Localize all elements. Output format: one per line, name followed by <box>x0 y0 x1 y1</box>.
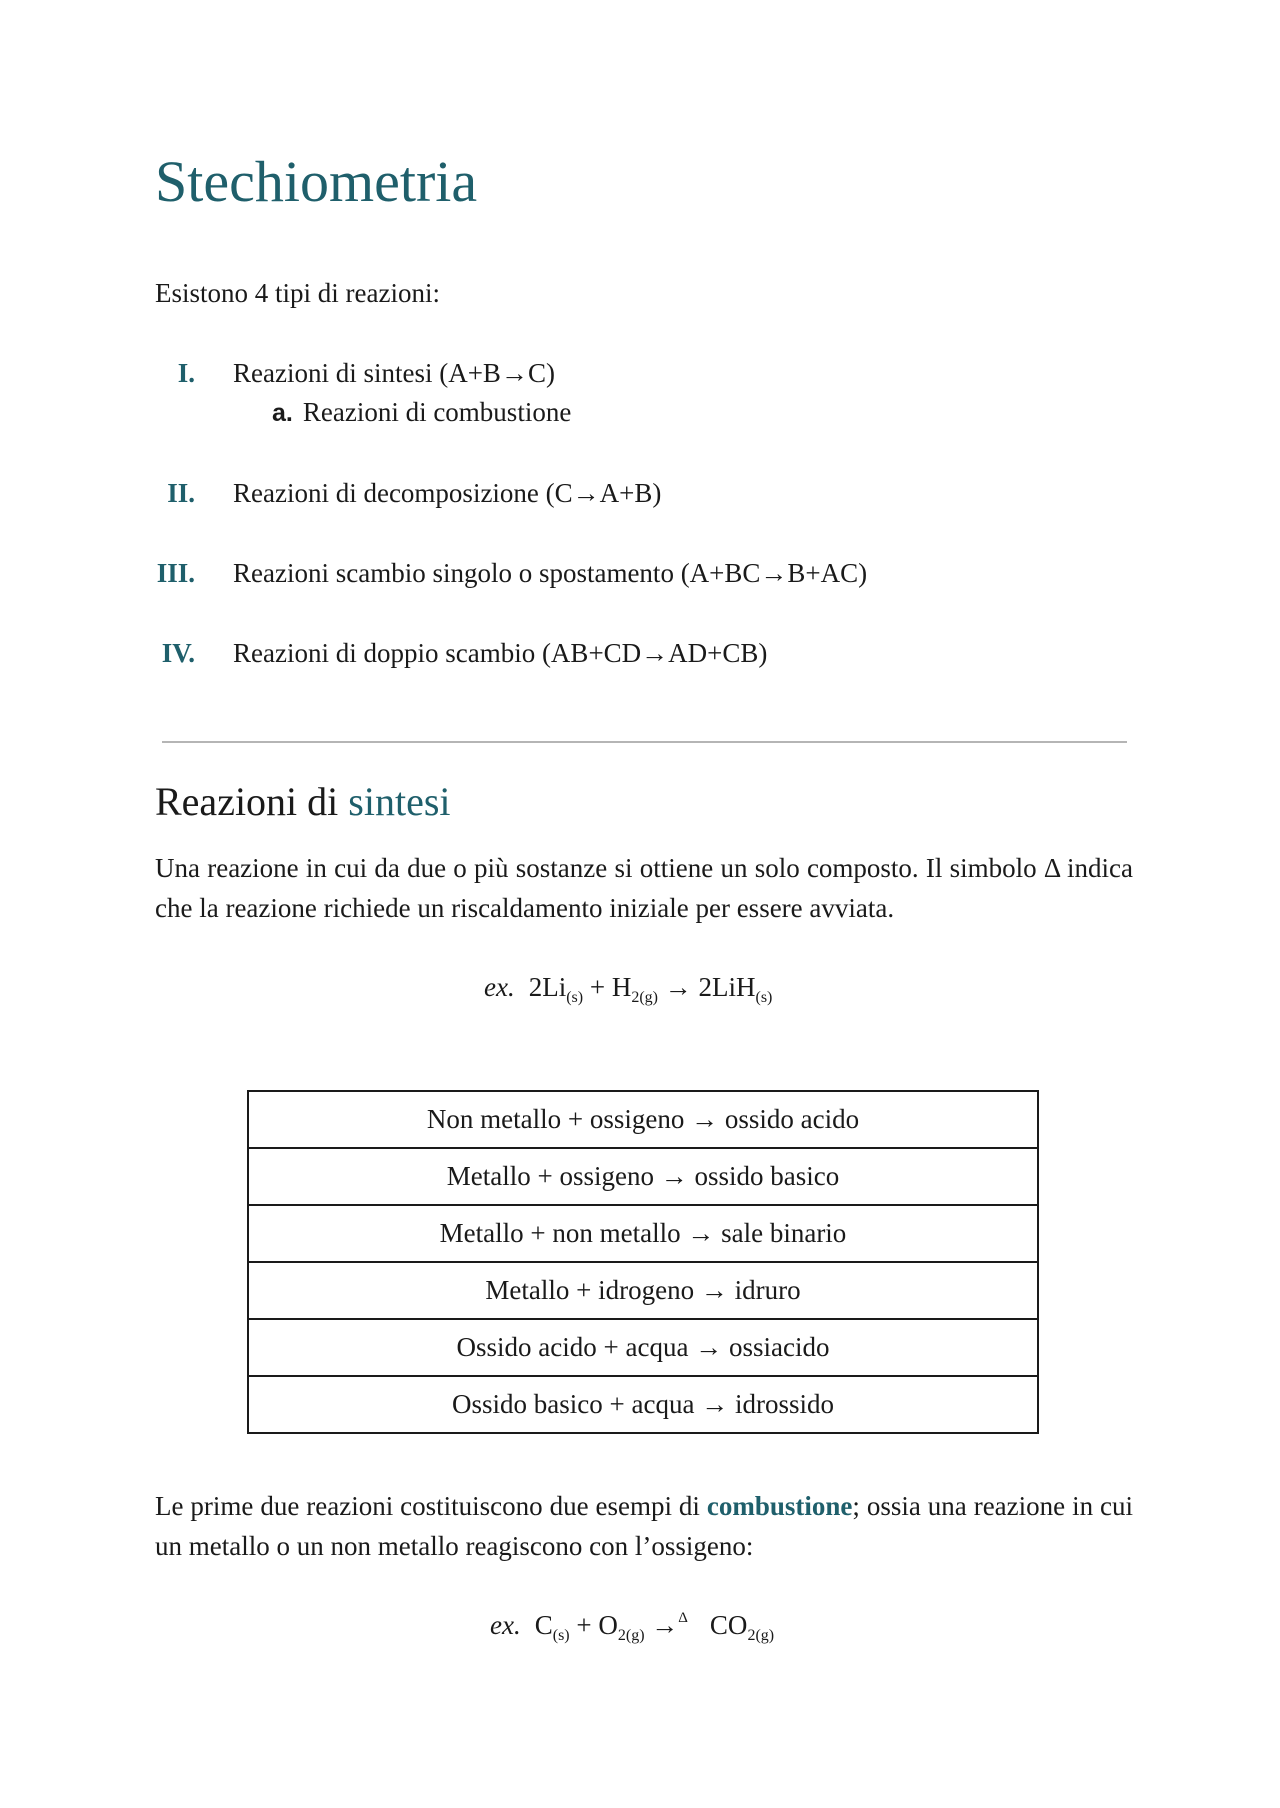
section-heading-accent: sintesi <box>348 779 451 824</box>
section-heading <box>155 778 451 826</box>
combustion-paragraph <box>155 1486 1133 1566</box>
page-title: Stechiometria <box>155 149 478 214</box>
list-number: IV. <box>161 638 195 668</box>
eq-term: → <box>644 1610 679 1640</box>
table-cell: Ossido acido + acqua → ossiacido <box>248 1319 1038 1376</box>
combustion-term: combustione <box>706 1491 853 1521</box>
sub-list-item <box>272 397 571 428</box>
delta-symbol: Δ <box>678 1610 688 1626</box>
table-cell: Non metallo + ossigeno → ossido acido <box>248 1091 1038 1148</box>
eq-term: + H <box>583 972 632 1002</box>
list-label: Reazioni di sintesi (A+B→C) <box>233 358 555 388</box>
table-row <box>248 1148 1038 1205</box>
eq-subscript: (s) <box>566 989 584 1006</box>
example-equation-1 <box>484 972 772 1007</box>
eq-term: + O <box>569 1610 618 1640</box>
table-row <box>248 1319 1038 1376</box>
table-cell: Metallo + ossigeno → ossido basico <box>248 1148 1038 1205</box>
table-cell: Metallo + non metallo → sale binario <box>248 1205 1038 1262</box>
section-paragraph: Una reazione in cui da due o più sostanze si ottiene un solo composto. Il simbolo Δ indica che la reazione richiede un riscaldamento iniziale per essere avviata. <box>155 853 1133 923</box>
list-number: II. <box>167 478 195 508</box>
example-prefix: ex. <box>484 972 515 1002</box>
list-label: Reazioni di decomposizione (C→A+B) <box>233 478 662 508</box>
eq-subscript: (s) <box>552 1627 570 1644</box>
table-row <box>248 1262 1038 1319</box>
paragraph-text: Le prime due reazioni costituiscono due esempi di <box>155 1491 707 1521</box>
eq-subscript: 2(g) <box>747 1627 775 1644</box>
section-heading-plain: Reazioni di <box>155 779 349 824</box>
reaction-table <box>247 1090 1039 1434</box>
table-row <box>248 1091 1038 1148</box>
eq-term: → 2LiH <box>658 972 756 1002</box>
paragraph-text: ; ossia una reazione in cui un metallo o un non metallo reagiscono con l’ossigeno: <box>155 1491 1133 1561</box>
list-label: Reazioni di doppio scambio (AB+CD→AD+CB) <box>233 638 768 668</box>
table-row <box>248 1205 1038 1262</box>
list-number: I. <box>177 358 195 388</box>
table-cell: Ossido basico + acqua → idrossido <box>248 1376 1038 1433</box>
intro-text: Esistono 4 tipi di reazioni: <box>155 278 440 308</box>
section-divider <box>162 741 1127 743</box>
list-label: Reazioni scambio singolo o spostamento (A+BC→B+AC) <box>233 558 868 588</box>
eq-subscript: (s) <box>755 989 773 1006</box>
eq-term: C <box>534 1610 553 1640</box>
eq-subscript: 2(g) <box>617 1627 645 1644</box>
eq-subscript: 2(g) <box>631 989 658 1006</box>
example-equation-2 <box>490 1610 774 1645</box>
sub-list-letter: a. <box>272 399 293 427</box>
sub-list-label: Reazioni di combustione <box>302 397 572 427</box>
eq-term: CO <box>709 1610 748 1640</box>
list-number: III. <box>156 558 195 588</box>
eq-term: 2Li <box>528 972 567 1002</box>
example-prefix: ex. <box>490 1610 521 1640</box>
table-cell: Metallo + idrogeno → idruro <box>248 1262 1038 1319</box>
table-row <box>248 1376 1038 1433</box>
